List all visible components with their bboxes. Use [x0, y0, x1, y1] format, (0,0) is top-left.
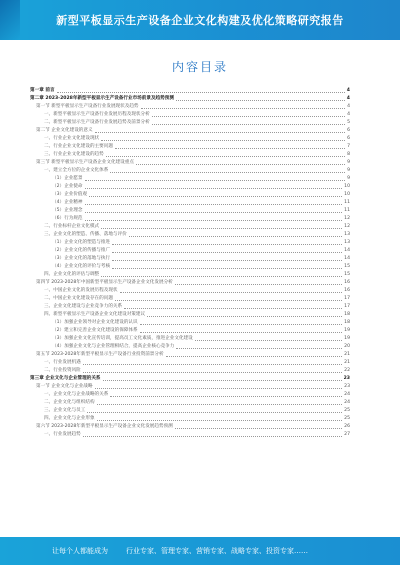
footer-bar — [0, 537, 400, 565]
toc-dot-leader — [101, 140, 345, 141]
toc-entry-page: 12 — [344, 224, 350, 230]
toc-entry-title: （2）企业文化的传播与推广 — [52, 248, 111, 254]
toc-entry-page: 10 — [344, 192, 350, 198]
toc-dot-leader — [166, 356, 343, 357]
toc-entry-title: 一、行业企业文化建设现状 — [44, 136, 100, 142]
toc-dot-leader — [147, 316, 342, 317]
report-title: 新型平板显示生产设备企业文化构建及优化策略研究报告 — [56, 14, 344, 27]
toc-heading: 内容目录 — [171, 60, 228, 74]
toc-entry-title: 二、中国企业文化建设存在的问题 — [44, 296, 113, 302]
toc-entry-page: 17 — [344, 304, 350, 310]
toc-entry-title: 一、行业发展趋势 — [44, 432, 81, 438]
toc-entry-title: 三、企业文化与员工 — [44, 408, 86, 414]
toc-entry-title: 一、企业文化与企业战略的关系 — [44, 392, 109, 398]
toc-dot-leader — [83, 372, 342, 373]
toc-entry-title: 二、企业文化与组织结构 — [44, 400, 95, 406]
report-header-bar — [0, 0, 400, 40]
table-of-contents — [30, 86, 350, 438]
toc-entry[interactable] — [30, 430, 350, 438]
toc-entry-page: 4 — [347, 112, 350, 118]
toc-entry-page: 21 — [344, 352, 350, 358]
toc-entry-title: 第六节 2023-2028年新型平板显示生产设备企业文化发展趋势预测 — [36, 424, 173, 430]
toc-entry[interactable] — [30, 422, 350, 430]
toc-entry-title: 一、建立全方位的企业文化体系 — [44, 168, 109, 174]
toc-entry-page: 20 — [344, 344, 350, 350]
toc-entry-title: （2）建立和完善企业文化建设的保障体系 — [52, 328, 138, 334]
toc-dot-leader — [106, 156, 345, 157]
toc-dot-leader — [152, 124, 345, 125]
toc-dot-leader — [83, 436, 342, 437]
toc-entry-title: 三、企业文化建设与企业竞争力的关系 — [44, 304, 123, 310]
toc-entry-page: 22 — [344, 368, 350, 374]
toc-entry-page: 6 — [347, 136, 350, 142]
toc-entry-page: 6 — [347, 128, 350, 134]
toc-entry-title: 第四节 2023-2028年中国新型平板显示生产设备企业文化发展分析 — [36, 280, 173, 286]
toc-entry-page: 9 — [347, 168, 350, 174]
toc-entry-title: （1）加强企业领导对企业文化建设的认识 — [52, 320, 138, 326]
toc-entry-page: 15 — [344, 264, 350, 270]
toc-entry-page: 18 — [344, 312, 350, 318]
toc-entry[interactable] — [30, 278, 350, 286]
toc-entry[interactable] — [30, 246, 350, 254]
toc-entry-page: 26 — [344, 424, 350, 430]
toc-dot-leader — [129, 236, 342, 237]
toc-dot-leader — [57, 92, 345, 93]
toc-entry-title: （5）企业理念 — [52, 208, 83, 214]
toc-entry[interactable] — [30, 262, 350, 270]
toc-entry[interactable] — [30, 270, 350, 278]
footer-slogan-left: 让每个人都能成为 — [52, 547, 108, 555]
toc-entry-title: （3）企业价值观 — [52, 192, 88, 198]
toc-dot-leader — [120, 292, 343, 293]
toc-dot-leader — [101, 276, 342, 277]
toc-entry[interactable] — [30, 382, 350, 390]
toc-entry-page: 27 — [344, 432, 350, 438]
toc-dot-leader — [87, 412, 342, 413]
toc-entry[interactable] — [30, 150, 350, 158]
toc-dot-leader — [112, 244, 342, 245]
toc-dot-leader — [115, 148, 345, 149]
toc-entry-page: 18 — [344, 320, 350, 326]
toc-dot-leader — [97, 404, 343, 405]
header-accent-shape — [0, 0, 20, 40]
toc-entry-page: 25 — [344, 408, 350, 414]
toc-dot-leader — [176, 100, 345, 101]
toc-entry-title: 三、行业企业文化建设的趋势 — [44, 152, 104, 158]
toc-entry-title: 一、新型平板显示生产设备行业发展历程及现状分析 — [44, 112, 150, 118]
toc-entry-page: 9 — [347, 176, 350, 182]
toc-entry-title: 二、新型平板显示生产设备行业发展趋势及前景分析 — [44, 120, 150, 126]
toc-entry-page: 16 — [344, 280, 350, 286]
toc-entry-title: 四、企业文化与企业形象 — [44, 416, 95, 422]
toc-entry[interactable] — [30, 102, 350, 110]
toc-entry-title: （6）行为规范 — [52, 216, 83, 222]
toc-dot-leader — [95, 132, 345, 133]
toc-entry-title: 第一章 前言 — [30, 88, 55, 94]
toc-entry-title: （1）企业愿景 — [52, 176, 83, 182]
toc-entry[interactable] — [30, 126, 350, 134]
toc-entry[interactable] — [30, 134, 350, 142]
toc-dot-leader — [85, 212, 343, 213]
footer-slogan-right: 行业专家、管理专家、营销专家、战略专家、投资专家…… — [126, 547, 308, 555]
toc-entry[interactable] — [30, 190, 350, 198]
toc-entry[interactable] — [30, 118, 350, 126]
toc-entry-title: 一、行业发展机遇 — [44, 360, 81, 366]
toc-entry[interactable] — [30, 302, 350, 310]
toc-entry-page: 8 — [347, 152, 350, 158]
toc-entry-page: 19 — [344, 336, 350, 342]
toc-entry-title: 二、行业投资风险 — [44, 368, 81, 374]
toc-entry[interactable] — [30, 358, 350, 366]
toc-entry-page: 13 — [344, 232, 350, 238]
toc-entry[interactable] — [30, 182, 350, 190]
toc-entry[interactable] — [30, 334, 350, 342]
toc-entry[interactable] — [30, 374, 350, 382]
toc-entry-title: 一、中国企业文化的发展历程及现状 — [44, 288, 118, 294]
toc-dot-leader — [112, 252, 342, 253]
toc-entry-title: （3）加强企业文化宣传培训，提高员工文化素质，推进企业文化建设 — [52, 336, 193, 342]
toc-entry-title: 第一节 新型平板显示生产设备行业发展现状及趋势 — [36, 104, 139, 110]
toc-dot-leader — [195, 340, 342, 341]
toc-entry-page: 9 — [347, 160, 350, 166]
toc-entry[interactable] — [30, 94, 350, 102]
toc-entry[interactable] — [30, 230, 350, 238]
toc-entry-title: （3）企业文化的落地与执行 — [52, 256, 111, 262]
toc-entry[interactable] — [30, 406, 350, 414]
toc-dot-leader — [110, 396, 342, 397]
toc-dot-leader — [83, 364, 342, 365]
toc-entry-page: 4 — [346, 88, 350, 94]
toc-entry[interactable] — [30, 238, 350, 246]
toc-entry-page: 15 — [344, 272, 350, 278]
toc-entry-title: 第五节 2023-2028年新型平板显示生产设备行业投资前景分析 — [36, 352, 164, 358]
toc-entry-title: 第二节 企业文化建设的意义 — [36, 128, 93, 134]
toc-entry[interactable] — [30, 398, 350, 406]
toc-entry-page: 14 — [344, 248, 350, 254]
toc-dot-leader — [85, 188, 343, 189]
toc-entry[interactable] — [30, 310, 350, 318]
toc-dot-leader — [152, 116, 345, 117]
toc-entry-title: 第三节 新型平板显示生产设备企业文化建设重点 — [36, 160, 134, 166]
toc-entry-page: 11 — [344, 200, 350, 206]
toc-entry[interactable] — [30, 390, 350, 398]
toc-entry[interactable] — [30, 174, 350, 182]
toc-dot-leader — [97, 420, 343, 421]
toc-entry-title: 第二章 2023-2028年新型平板显示生产设备行业市场前景及趋势预测 — [30, 96, 174, 102]
toc-entry-title: 二、行业标杆企业文化模式 — [44, 224, 100, 230]
toc-entry-title: （4）企业文化的评价与考核 — [52, 264, 111, 270]
toc-entry[interactable] — [30, 86, 350, 94]
toc-dot-leader — [101, 228, 342, 229]
toc-entry-page: 13 — [344, 240, 350, 246]
toc-entry-page: 24 — [344, 400, 350, 406]
toc-entry-title: （4）企业精神 — [52, 200, 83, 206]
toc-entry-title: 第一节 企业文化与企业战略 — [36, 384, 93, 390]
toc-entry-page: 4 — [347, 104, 350, 110]
toc-entry[interactable] — [30, 222, 350, 230]
toc-dot-leader — [85, 220, 343, 221]
toc-dot-leader — [140, 324, 343, 325]
toc-entry[interactable] — [30, 350, 350, 358]
toc-entry-title: （4）加强企业文化与企业管理相结合，提高企业核心竞争力 — [52, 344, 175, 350]
toc-entry-title: 二、行业企业文化建设的主要问题 — [44, 144, 113, 150]
toc-entry[interactable] — [30, 414, 350, 422]
toc-entry-page: 14 — [344, 256, 350, 262]
toc-entry-page: 17 — [344, 296, 350, 302]
toc-entry-title: 第三章 企业文化与企业管理的关系 — [30, 376, 101, 382]
toc-entry-title: （2）企业使命 — [52, 184, 83, 190]
toc-dot-leader — [124, 308, 342, 309]
toc-dot-leader — [112, 268, 342, 269]
toc-entry[interactable] — [30, 294, 350, 302]
toc-entry-page: 16 — [344, 288, 350, 294]
toc-entry[interactable] — [30, 214, 350, 222]
toc-entry[interactable] — [30, 142, 350, 150]
toc-entry[interactable] — [30, 342, 350, 350]
toc-entry-title: 四、新型平板显示生产设备企业文化建设对策建议 — [44, 312, 146, 318]
toc-entry-title: 三、企业文化的塑造、传播、落地与评价 — [44, 232, 127, 238]
toc-entry[interactable] — [30, 158, 350, 166]
toc-entry-page: 23 — [343, 376, 350, 382]
toc-entry-page: 24 — [344, 392, 350, 398]
toc-dot-leader — [95, 388, 343, 389]
toc-dot-leader — [175, 428, 342, 429]
toc-dot-leader — [175, 284, 342, 285]
toc-entry-page: 19 — [344, 328, 350, 334]
toc-dot-leader — [136, 164, 345, 165]
toc-entry[interactable] — [30, 110, 350, 118]
toc-entry-page: 11 — [344, 208, 350, 214]
toc-entry-page: 7 — [347, 144, 350, 150]
toc-dot-leader — [85, 204, 343, 205]
toc-dot-leader — [115, 300, 342, 301]
toc-entry[interactable] — [30, 254, 350, 262]
toc-dot-leader — [112, 260, 342, 261]
toc-entry-title: （1）企业文化的塑造与推进 — [52, 240, 111, 246]
toc-dot-leader — [140, 332, 343, 333]
toc-entry[interactable] — [30, 198, 350, 206]
toc-entry[interactable] — [30, 318, 350, 326]
toc-entry[interactable] — [30, 286, 350, 294]
toc-dot-leader — [89, 196, 342, 197]
toc-entry-page: 12 — [344, 216, 350, 222]
toc-dot-leader — [176, 348, 342, 349]
toc-entry[interactable] — [30, 326, 350, 334]
toc-dot-leader — [103, 380, 342, 381]
toc-dot-leader — [141, 108, 346, 109]
toc-entry-page: 4 — [346, 96, 350, 102]
toc-entry-page: 25 — [344, 416, 350, 422]
toc-entry-page: 23 — [344, 384, 350, 390]
toc-entry[interactable] — [30, 206, 350, 214]
toc-entry-page: 21 — [344, 360, 350, 366]
toc-entry-page: 10 — [344, 184, 350, 190]
toc-entry-title: 四、企业文化的评估与调整 — [44, 272, 100, 278]
toc-entry[interactable] — [30, 366, 350, 374]
toc-entry-page: 5 — [347, 120, 350, 126]
toc-dot-leader — [85, 180, 346, 181]
toc-entry[interactable] — [30, 166, 350, 174]
toc-dot-leader — [110, 172, 345, 173]
